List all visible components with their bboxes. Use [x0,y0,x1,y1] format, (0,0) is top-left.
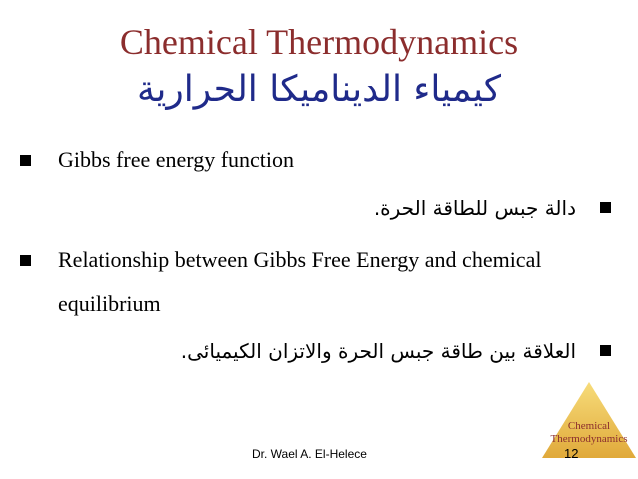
slide-title-english: Chemical Thermodynamics [119,22,519,62]
course-logo [540,380,638,460]
bullet-marker-2 [600,202,611,213]
bullet-marker-4 [600,345,611,356]
bullet-2-text: دالة جبس للطاقة الحرة. [373,196,576,220]
bullet-4-text: العلاقة بين طاقة جبس الحرة والاتزان الكيميائى. [180,339,576,363]
bullet-3-text-line2: equilibrium [58,291,161,316]
slide-title-arabic: كيمياء الديناميكا الحرارية [137,69,501,110]
logo-text-line2: Thermodynamics [550,433,628,445]
bullet-marker-3 [20,255,31,266]
page-number: 12 [564,446,579,461]
bullet-1-text: Gibbs free energy function [58,147,295,172]
footer-author: Dr. Wael A. El-Helece [252,447,367,461]
logo-text-line1: Chemical [567,420,611,432]
bullet-marker-1 [20,155,31,166]
bullet-3-text-line1: Relationship between Gibbs Free Energy and chemical [58,247,542,272]
